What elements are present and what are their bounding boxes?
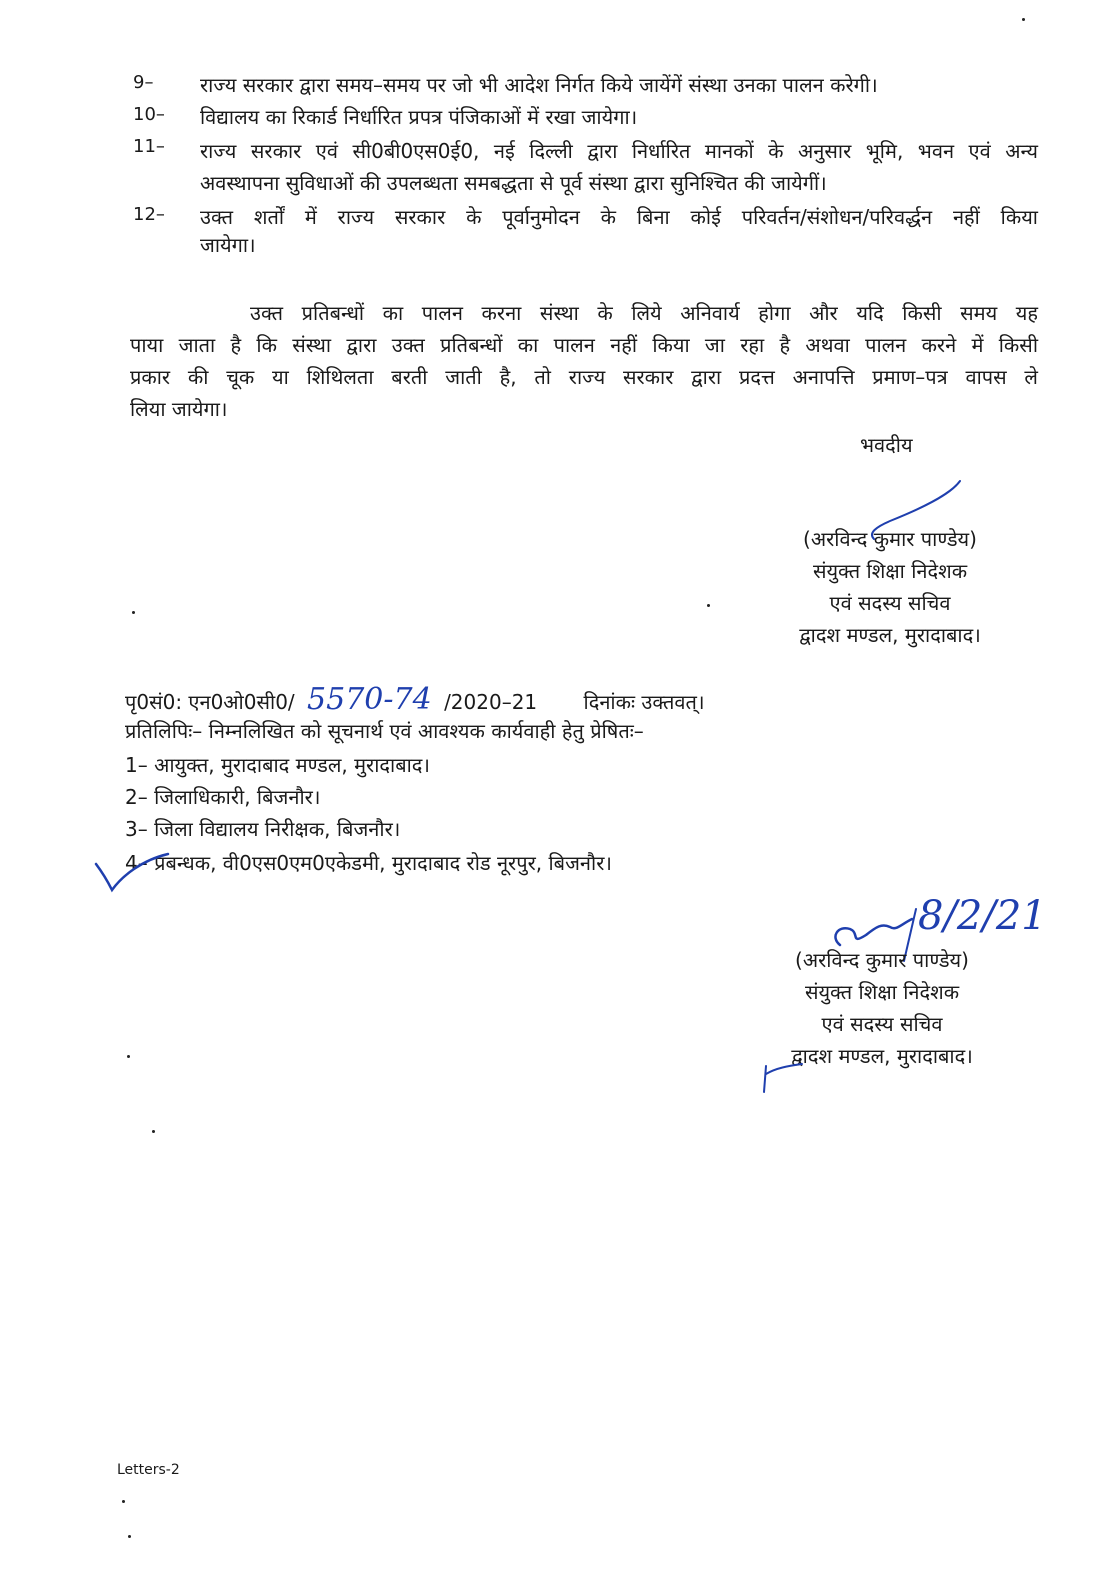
scan-speck <box>128 1535 131 1538</box>
condition-text: विद्यालय का रिकार्ड निर्धारित प्रपत्र पंजिकाओं में रखा जायेगा। <box>200 105 638 129</box>
signatory-designation: संयुक्त शिक्षा निदेशक <box>812 559 968 583</box>
scan-speck <box>132 611 135 614</box>
condition-text: राज्य सरकार द्वारा समय–समय पर जो भी आदेश निर्गत किये जायेंगें संस्था उनका पालन करेगी। <box>200 73 878 97</box>
reference-prefix: पृ0सं0: एन0ओ0सी0/ <box>125 690 295 714</box>
copy-to-item: 3– जिला विद्यालय निरीक्षक, बिजनौर। <box>125 817 401 841</box>
handwritten-reference-number: 5570-74 <box>307 682 432 717</box>
signatory-office: द्वादश मण्डल, मुरादाबाद। <box>799 623 981 647</box>
signatory-role: एवं सदस्य सचिव <box>829 591 951 615</box>
scan-speck <box>127 1055 130 1058</box>
reference-suffix: /2020–21 <box>444 690 538 714</box>
signatory-designation: संयुक्त शिक्षा निदेशक <box>804 980 960 1004</box>
copy-to-intro: प्रतिलिपिः– निम्नलिखित को सूचनार्थ एवं आवश्यक कार्यवाही हेतु प्रेषितः– <box>125 719 644 743</box>
condition-text: राज्य सरकार एवं सी0बी0एस0ई0, नई दिल्ली द्वारा निर्धारित मानकों के अनुसार भूमि, भवन एवं अन्य <box>200 139 1038 163</box>
condition-text: उक्त शर्तों में राज्य सरकार के पूर्वानुमोदन के बिना कोई परिवर्तन/संशोधन/परिवर्द्धन नहीं किया <box>200 205 1038 229</box>
copy-to-item: 2– जिलाधिकारी, बिजनौर। <box>125 785 321 809</box>
signatory-role: एवं सदस्य सचिव <box>821 1012 943 1036</box>
condition-number: 9– <box>133 72 154 93</box>
scan-speck <box>122 1500 125 1503</box>
condition-number: 12– <box>133 204 165 225</box>
tick-mark-icon <box>92 846 172 896</box>
footer-label: Letters-2 <box>117 1462 180 1478</box>
paragraph-line: पाया जाता है कि संस्था द्वारा उक्त प्रतिबन्धों का पालन नहीं किया जा रहा है अथवा पालन करने में किसी <box>130 333 1038 357</box>
closing-text: भवदीय <box>860 433 913 457</box>
scan-speck <box>152 1130 155 1133</box>
paragraph-line: उक्त प्रतिबन्धों का पालन करना संस्था के लिये अनिवार्य होगा और यदि किसी समय यह <box>250 301 1038 325</box>
condition-text: अवस्थापना सुविधाओं की उपलब्धता समबद्धता से पूर्व संस्था द्वारा सुनिश्चित की जायेगीं। <box>200 171 827 195</box>
paragraph-line: लिया जायेगा। <box>130 397 228 421</box>
signatory-name: (अरविन्द कुमार पाण्डेय) <box>795 948 969 972</box>
pen-mark-icon <box>758 1058 808 1098</box>
signature-block-2 <box>752 944 1012 1072</box>
handwritten-date: 8/2/21 <box>918 893 1047 939</box>
signatory-name: (अरविन्द कुमार पाण्डेय) <box>803 527 977 551</box>
condition-text: जायेगा। <box>200 233 256 257</box>
scan-speck <box>707 604 710 607</box>
reference-date: दिनांकः उक्तवत्। <box>583 690 705 714</box>
signatory-office: द्वादश मण्डल, मुरादाबाद। <box>791 1044 973 1068</box>
copy-to-item: 1– आयुक्त, मुरादाबाद मण्डल, मुरादाबाद। <box>125 753 431 777</box>
paragraph-line: प्रकार की चूक या शिथिलता बरती जाती है, तो राज्य सरकार द्वारा प्रदत्त अनापत्ति प्रमाण–पत्र वापस ले <box>130 365 1038 389</box>
copy-to-item: 4– प्रबन्धक, वी0एस0एम0एकेडमी, मुरादाबाद रोड नूरपुर, बिजनौर। <box>125 851 612 875</box>
scan-speck <box>1022 18 1025 21</box>
condition-number: 10– <box>133 104 165 125</box>
condition-number: 11– <box>133 136 165 157</box>
